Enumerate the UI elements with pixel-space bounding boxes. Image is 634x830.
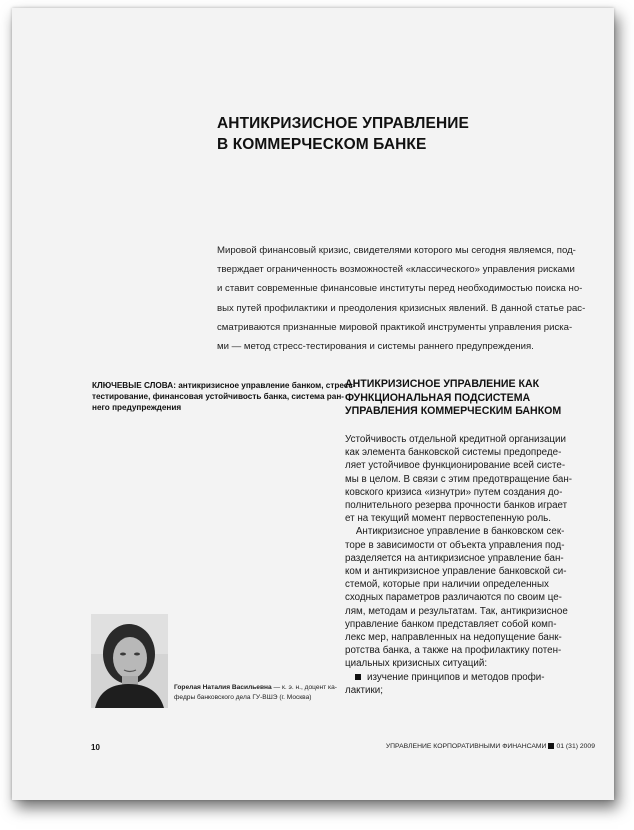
body-line: ком и антикризисное управление банковской си- xyxy=(345,566,567,578)
abstract-line: и ставит современные финансовые институты перед необходимостью поиска но- xyxy=(217,283,583,295)
section-heading-line: ФУНКЦИОНАЛЬНАЯ ПОДСИСТЕМА xyxy=(345,391,531,404)
author-desc: — к. э. н., доцент ка- xyxy=(271,684,337,691)
bullet-item xyxy=(345,671,595,684)
section-heading-line: АНТИКРИЗИСНОЕ УПРАВЛЕНИЕ КАК xyxy=(345,378,540,390)
title-line: В КОММЕРЧЕСКОМ БАНКЕ xyxy=(217,136,427,153)
body-line: лям, методам и результатам. Так, антикризисное xyxy=(345,605,568,617)
author-info xyxy=(174,683,344,702)
body-line: торе в зависимости от объекта управления под- xyxy=(345,539,565,551)
body-line: лекс мер, направленных на недопущение банк- xyxy=(345,632,562,644)
author-name: Горелая Наталия Васильевна xyxy=(174,684,272,691)
body-line: мы в целом. В связи с этим предотвращение бан- xyxy=(345,473,573,485)
keywords-line: антикризисное управление банком, стресс- xyxy=(178,381,356,390)
body-line: ляет устойчивое функционирование всей систе- xyxy=(345,460,566,472)
abstract-line: ми — метод стресс-тестирования и системы раннего предупреждения. xyxy=(217,341,534,353)
abstract-line: сматриваются признанные мировой практикой инструменты управления риска- xyxy=(217,321,573,333)
journal-name: УПРАВЛЕНИЕ КОРПОРАТИВНЫМИ ФИНАНСАМИ xyxy=(385,743,547,750)
body-line: управление банком представляет собой комп- xyxy=(345,618,557,630)
bullet-line: изучение принципов и методов профи- xyxy=(367,671,545,683)
body-line: ковского кризиса «изнутри» путем создания до- xyxy=(345,486,563,498)
body-line: Антикризисное управление в банковском сек- xyxy=(345,526,565,538)
article-title xyxy=(217,113,547,155)
body-line: ет на текущий момент первостепенную роль. xyxy=(345,513,551,525)
body-line: стемой, которые при наличии определенных xyxy=(345,579,549,591)
abstract xyxy=(217,241,587,356)
keywords-line: тестирование, финансовая устойчивость банка, система ран- xyxy=(92,392,345,401)
body-line: ротства банка, а также на профилактику потен- xyxy=(345,645,562,657)
body-text xyxy=(345,433,595,697)
journal-footer xyxy=(365,743,595,750)
journal-page xyxy=(12,8,614,800)
author-desc-line: федры банковского дела ГУ-ВШЭ (г. Москва) xyxy=(174,693,312,701)
section-heading-line: УПРАВЛЕНИЯ КОММЕРЧЕСКИМ БАНКОМ xyxy=(345,405,562,417)
body-line: сходных параметров различаются по своим це- xyxy=(345,592,562,604)
section-heading xyxy=(345,378,595,419)
abstract-line: тверждает ограниченность возможностей «классического» управления рисками xyxy=(217,264,575,276)
bullet-continuation: лактики; xyxy=(345,684,384,696)
body-line: как элемента банковской системы предопреде- xyxy=(345,447,562,459)
body-line: Устойчивость отдельной кредитной организации xyxy=(345,434,566,445)
page-number: 10 xyxy=(91,743,100,752)
journal-issue: 01 (31) 2009 xyxy=(556,743,595,750)
keywords-line: него предупреждения xyxy=(92,403,182,412)
bullet-square-icon xyxy=(355,674,361,680)
body-line: циальных кризисных ситуаций: xyxy=(345,658,488,670)
abstract-line: Мировой финансовый кризис, свидетелями которого мы сегодня являемся, под- xyxy=(217,245,576,256)
author-portrait-image xyxy=(91,614,168,708)
body-line: полнительного резерва прочности банков играет xyxy=(345,500,568,512)
title-line: АНТИКРИЗИСНОЕ УПРАВЛЕНИЕ xyxy=(217,115,469,132)
footer-square-icon xyxy=(548,743,554,749)
keywords-label: КЛЮЧЕВЫЕ СЛОВА: xyxy=(92,381,176,390)
keywords-block xyxy=(92,380,356,413)
author-photo xyxy=(91,614,168,708)
body-line: разделяется на антикризисное управление бан- xyxy=(345,552,564,564)
abstract-line: вых путей профилактики и преодоления кризисных явлений. В данной статье рас- xyxy=(217,302,586,314)
